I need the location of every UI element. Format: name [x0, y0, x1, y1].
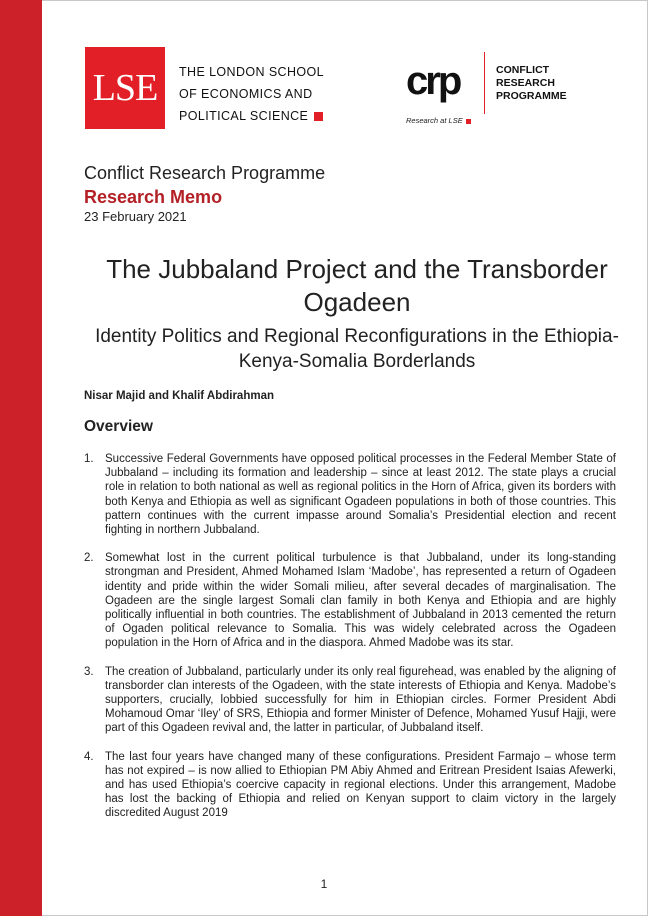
numbered-paragraph	[84, 551, 616, 650]
doc-subtitle: Identity Politics and Regional Reconfigurations in the Ethiopia-Kenya-Somalia Borderlands	[95, 326, 619, 372]
crp-name-line: PROGRAMME	[496, 90, 567, 102]
crp-name	[496, 64, 567, 103]
lse-logo-text: LSE	[92, 67, 158, 109]
paragraph-number: 1.	[84, 453, 94, 465]
lse-name-line: THE LONDON SCHOOL	[179, 65, 325, 79]
crp-logo-text: crp	[406, 59, 460, 103]
paragraph-text: Somewhat lost in the current political turbulence is that Jubbaland, under its long-standing strongman and President, Ahmed Mohamed Islam ‘Madobe’, has represented a return of Ogadeen identity and pride within the wider Somali milieu, after several decades of marginalisation. The Ogadeen are the single largest Somali clan family in both Kenya and Ethiopia and are highly politically influential in both countries. The establishment of Jubbaland in 2013 cemented the return of Ogaden political relevance to Somalia. This was widely celebrated across the Ogadeen population in the Horn of Africa and in the diaspora. Ahmed Madobe was its star.	[105, 552, 616, 650]
crp-name-line: CONFLICT	[496, 64, 550, 76]
section-heading: Overview	[84, 418, 153, 435]
lse-red-square-icon	[314, 112, 323, 121]
doc-date: 23 February 2021	[84, 209, 187, 224]
numbered-paragraph	[84, 452, 616, 537]
red-side-bar	[0, 0, 42, 916]
numbered-paragraph	[84, 665, 616, 736]
crp-research-at: Research at LSE	[406, 116, 471, 125]
paragraph-number: 4.	[84, 750, 94, 763]
crp-divider	[484, 52, 485, 114]
doc-type: Research Memo	[84, 187, 223, 207]
paragraph-number: 2.	[84, 552, 94, 565]
authors: Nisar Majid and Khalif Abdirahman	[84, 390, 274, 402]
crp-logo	[406, 58, 476, 106]
paragraph-text: The creation of Jubbaland, particularly under its only real figurehead, was enabled by the aligning of transborder clan interests of the Ogadeen, with the state interests of Ethiopia and Kenya. Madobe’s supporters, crucially, lobbied successfully for him in Ethiopian circles. Former President Abdi Mohamoud Omar ‘Iley’ of SRS, Ethiopia and former Minister of Defence, Mohamed Yusuf Hajji, were part of this Ogadeen revival and, the latter in particular, of Jubbaland itself.	[105, 665, 616, 735]
programme-name: Conflict Research Programme	[84, 163, 326, 183]
lse-logo	[85, 47, 165, 129]
lse-name-line: OF ECONOMICS AND	[179, 87, 313, 101]
lse-name-line: POLITICAL SCIENCE	[179, 105, 339, 127]
numbered-paragraph	[84, 750, 616, 821]
page-number: 1	[320, 877, 328, 891]
paragraph-list	[84, 452, 616, 835]
crp-red-square-icon	[466, 119, 471, 124]
paragraph-number: 3.	[84, 665, 94, 678]
paragraph-text: The last four years have changed many of these configurations. President Farmajo – whose term has not expired – is now allied to Ethiopian PM Abiy Ahmed and Eritrean President Isaias Afewerki, and has used Ethiopia’s coercive capacity in regional elections. Under this arrangement, Madobe has lost the backing of Ethiopia and relied on Kenyan support to claim victory in the largely discredited August 2019	[105, 750, 616, 820]
doc-title: The Jubbaland Project and the Transborder Ogadeen	[106, 254, 608, 317]
crp-name-line: RESEARCH	[496, 77, 555, 89]
paragraph-text: Successive Federal Governments have opposed political processes in the Federal Member State of Jubbaland – including its formation and leadership – since at least 2012. The state plays a crucial role in relation to both national as well as regional politics in the Horn of Africa, given its borders with both Kenya and Ethiopia as well as significant Ogadeen populations in both of those countries. This pattern continues with the current impasse around Somalia’s Presidential election and recent fighting in northern Jubbaland.	[105, 453, 616, 537]
lse-name	[179, 61, 339, 127]
